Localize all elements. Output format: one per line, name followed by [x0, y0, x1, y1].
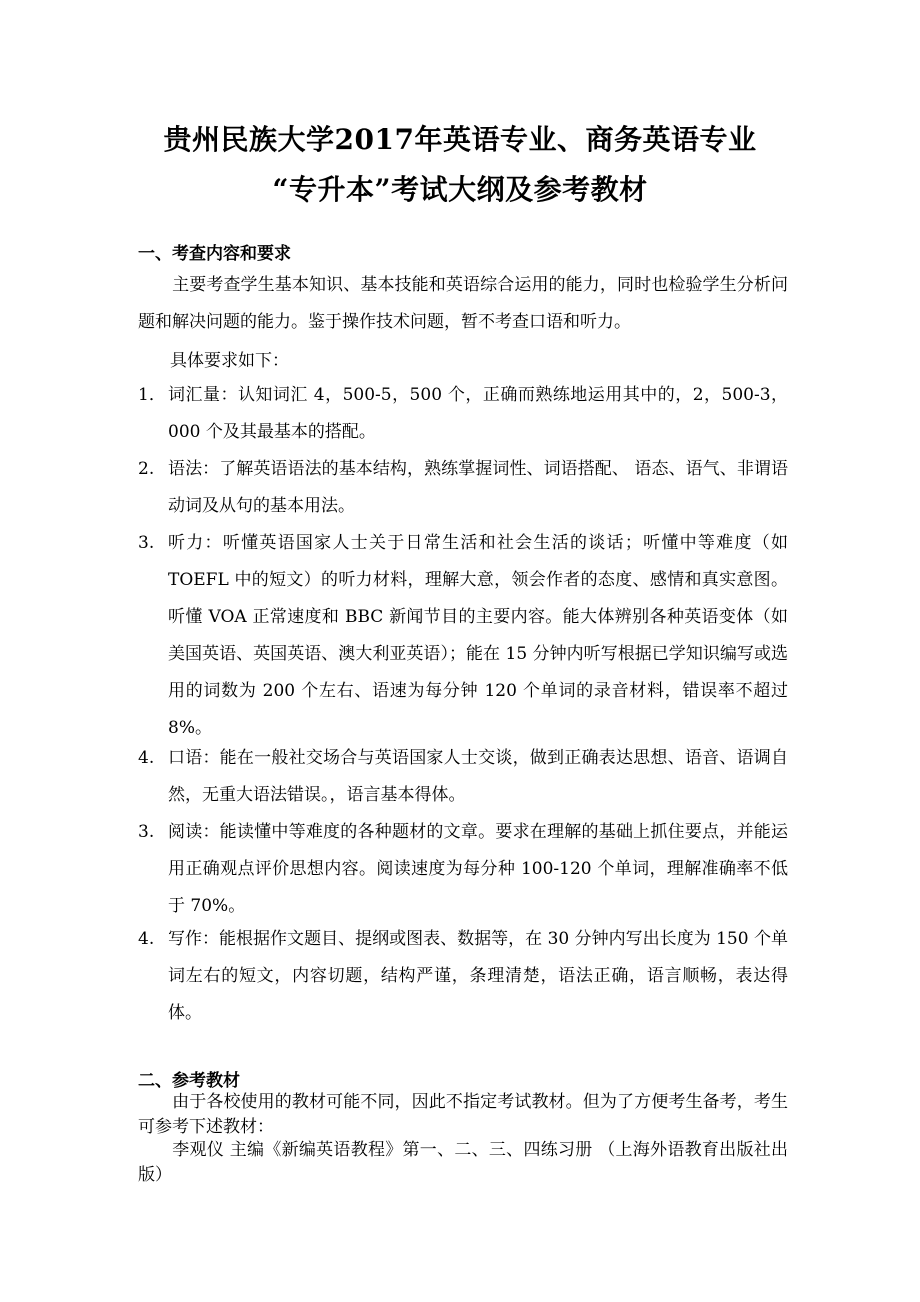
section-2-paragraph-1 — [138, 1090, 788, 1140]
list-item-number: 3. — [138, 533, 155, 553]
document-title-line-2: “专升本”考试大纲及参考教材 — [272, 173, 648, 206]
list-item-text: 口语：能在一般社交场合与英语国家人士交谈，做到正确表达思想、语音、语调自然，无重大语法错误。，语言基本得体。 — [168, 748, 788, 805]
section-1-intro — [138, 267, 788, 341]
list-item-number: 4. — [138, 748, 155, 768]
list-item — [138, 525, 788, 747]
list-item — [138, 451, 788, 525]
list-item-text: 阅读：能读懂中等难度的各种题材的文章。要求在理解的基础上抓住要点，并能运用正确观点评价思想内容。阅读速度为每分种 100-120 个单词，理解准确率不低于 70%。 — [168, 822, 788, 916]
requirements-lead: 具体要求如下： — [170, 351, 289, 371]
section-2-paragraph-2-text: 李观仪 主编《新编英语教程》第一、二、三、四练习册 （上海外语教育出版社出版） — [138, 1140, 788, 1185]
list-item-number: 3. — [138, 822, 155, 842]
section-2-paragraph-1-text: 由于各校使用的教材可能不同，因此不指定考试教材。但为了方便考生备考，考生可参考下述教材： — [138, 1092, 788, 1137]
list-item-number: 2. — [138, 459, 155, 479]
section-2-heading: 二、参考教材 — [138, 1071, 240, 1091]
list-item-number: 1． — [138, 385, 166, 405]
section-1-intro-text: 主要考查学生基本知识、基本技能和英语综合运用的能力，同时也检验学生分析问题和解决问题的能力。鉴于操作技术问题，暂不考查口语和听力。 — [138, 275, 788, 332]
list-item — [138, 740, 788, 814]
list-item-text: 写作：能根据作文题目、提纲或图表、数据等，在 30 分钟内写出长度为 150 个单词左右的短文，内容切题，结构严谨，条理清楚，语法正确，语言顺畅，表达得体。 — [168, 929, 788, 1023]
list-item-text: 听力：听懂英语国家人士关于日常生活和社会生活的谈话；听懂中等难度（如 TOEFL 中的短文）的听力材料，理解大意，领会作者的态度、感情和真实意图。听懂 VOA 正常速度和 BBC 新闻节目的主要内容。能大体辨别各种英语变体（如美国英语、英国英语、澳大利亚英语）；能在 15 分钟内听写根据已学知识编写或选用的词数为 200 个左右、语速为每分钟 120 个单词的录音材料，错误率不超过 8%。 — [168, 533, 788, 738]
section-2-paragraph-2 — [138, 1138, 788, 1188]
list-item — [138, 921, 788, 1032]
document-title-line-1: 贵州民族大学2017年英语专业、商务英语专业 — [163, 123, 757, 156]
list-item-number: 4. — [138, 929, 155, 949]
list-item — [138, 814, 788, 925]
list-item-text: 词汇量：认知词汇 4，500-5，500 个，正确而熟练地运用其中的，2，500-3，000 个及其最基本的搭配。 — [168, 385, 788, 442]
list-item-text: 语法：了解英语语法的基本结构，熟练掌握词性、词语搭配、 语态、语气、非谓语动词及从句的基本用法。 — [168, 459, 788, 516]
list-item — [138, 377, 788, 451]
section-1-heading: 一、考查内容和要求 — [138, 244, 291, 264]
